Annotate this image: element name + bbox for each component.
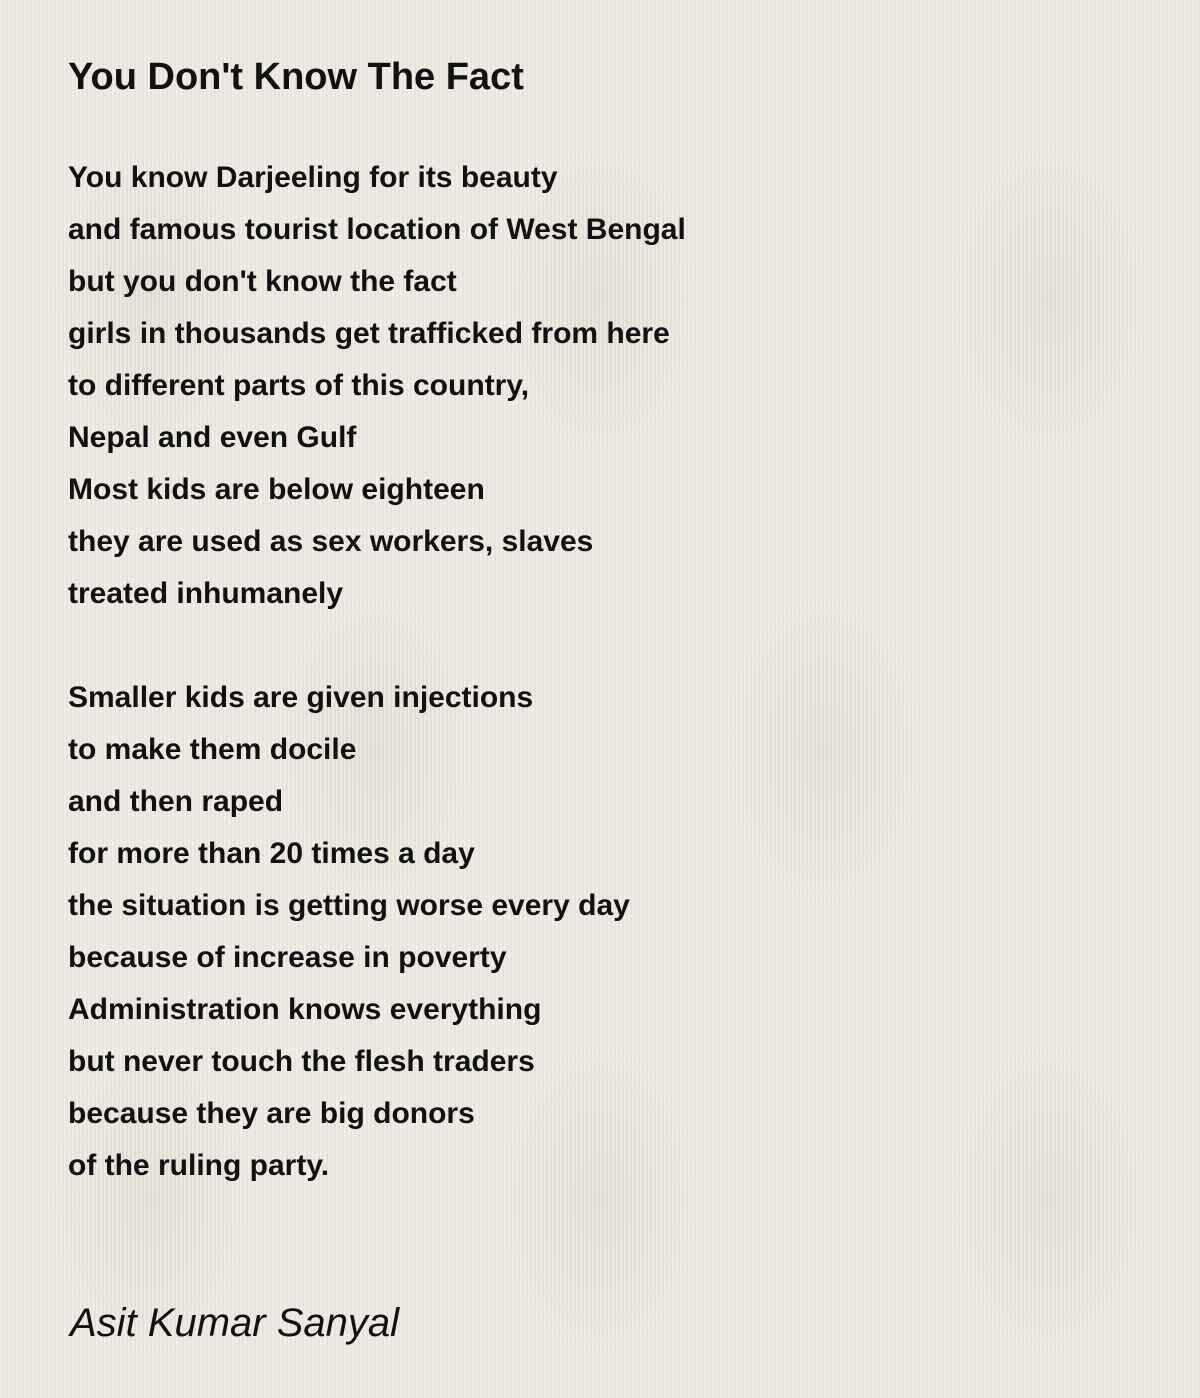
poem-line: Administration knows everything — [68, 993, 542, 1026]
poem-line: treated inhumanely — [68, 577, 344, 610]
stanza-1 — [68, 152, 686, 620]
poem-line: because they are big donors — [68, 1097, 475, 1130]
poem-title: You Don't Know The Fact — [68, 56, 524, 98]
poem-line: You know Darjeeling for its beauty — [68, 161, 558, 194]
poem-line: and famous tourist location of West Bengal — [68, 213, 686, 246]
poem-line: because of increase in poverty — [68, 941, 507, 974]
stanza-2 — [68, 672, 686, 1192]
poem-author: Asit Kumar Sanyal — [70, 1301, 400, 1345]
poem-line: to different parts of this country, — [68, 369, 530, 402]
poem-body — [68, 152, 686, 1244]
poem-line: girls in thousands get trafficked from here — [68, 317, 670, 350]
poem-line: Nepal and even Gulf — [68, 421, 357, 454]
poem-line: and then raped — [68, 785, 284, 818]
poem-line: Most kids are below eighteen — [68, 473, 485, 506]
poem-line: but you don't know the fact — [68, 265, 457, 298]
poem-line: they are used as sex workers, slaves — [68, 525, 594, 558]
poem-line: to make them docile — [68, 733, 357, 766]
poem-line: Smaller kids are given injections — [68, 681, 534, 714]
poem-line: for more than 20 times a day — [68, 837, 475, 870]
poem-line: the situation is getting worse every day — [68, 889, 630, 922]
poem-line: but never touch the flesh traders — [68, 1045, 535, 1078]
poem-line: of the ruling party. — [68, 1149, 330, 1182]
